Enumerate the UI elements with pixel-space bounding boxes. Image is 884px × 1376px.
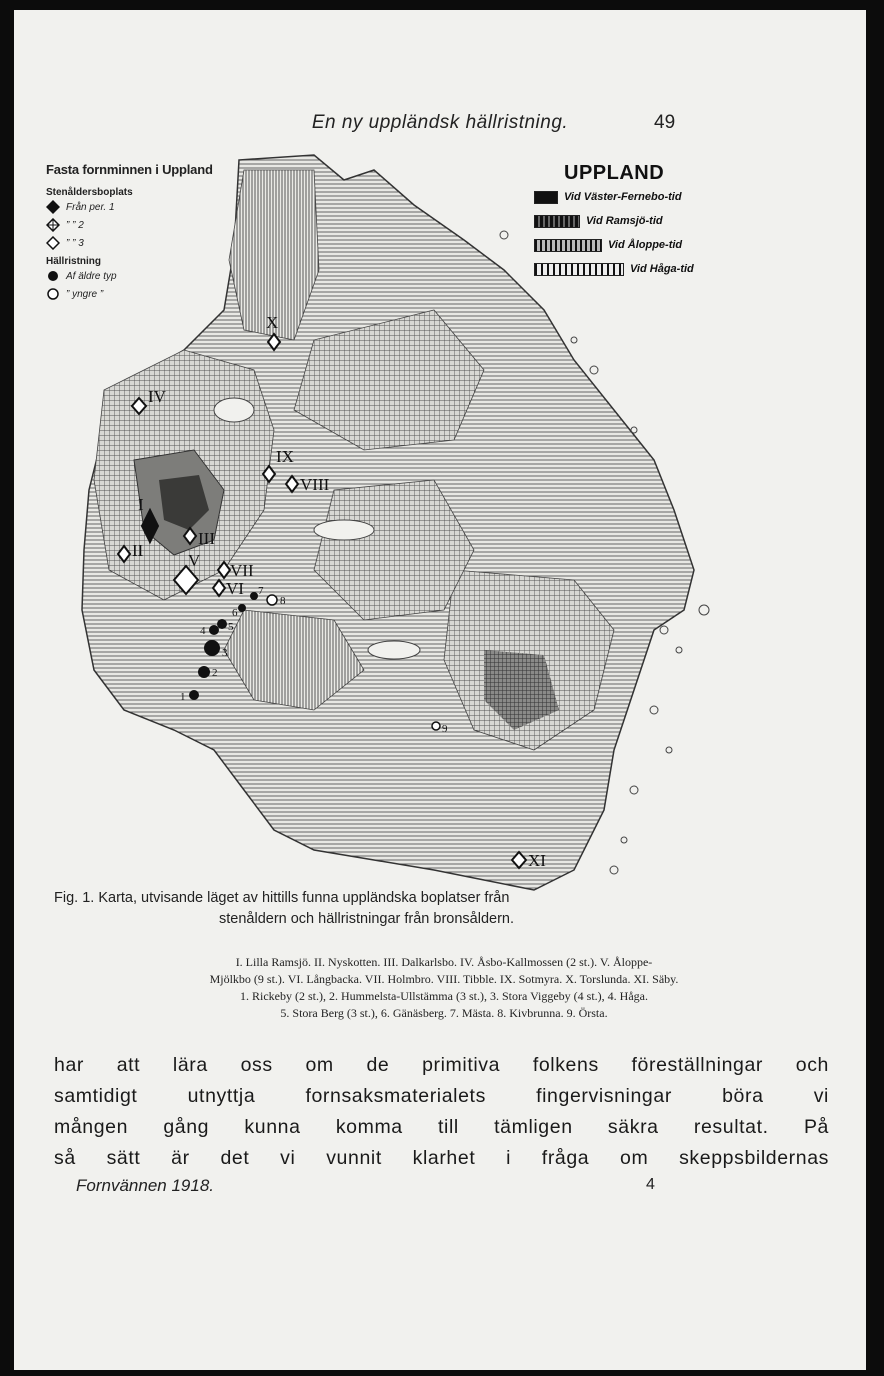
open-diamond-icon [46,236,60,250]
signature-mark: 4 [646,1176,655,1193]
period-row [534,209,694,233]
map-title: UPPLAND [564,162,665,184]
legend-row [46,216,213,234]
lake [214,398,254,422]
carving-label-3: 3 [222,647,228,659]
period-swatch [534,191,558,204]
legend-label: Från per. 1 [66,201,115,213]
body-line: så sätt är det vi vunnit klarhet i fråga om skeppsbildernas [54,1147,829,1169]
carving-label-7: 7 [258,585,264,597]
period-row [534,233,694,257]
site-label-IX: IX [276,447,294,466]
figure-caption [54,888,834,930]
period-label: Vid Väster-Fernebo-tid [564,191,682,203]
legend-label: Af äldre typ [66,270,117,282]
body-line: mången gång kunna komma till tämligen säkra resultat. På [54,1116,829,1138]
carving-label-1: 1 [180,691,186,703]
period-row [534,257,694,281]
period-label: Vid Håga-tid [630,263,694,275]
site-label-IV: IV [148,387,166,406]
period-label: Vid Åloppe-tid [608,239,683,251]
lake [368,641,420,659]
carving-marker-1 [189,690,199,700]
site-label-VI: VI [226,579,244,598]
carving-label-2: 2 [212,667,218,679]
filled-diamond-icon [46,200,60,214]
carving-marker-3 [204,640,220,656]
period-swatch [534,215,580,228]
site-label-I: I [138,495,144,514]
caption-line-1 [54,888,834,909]
period-swatch [534,239,602,252]
book-page [14,10,866,1370]
journal-footer: Fornvännen 1918. [76,1176,214,1195]
legend-row [46,285,213,303]
running-title: En ny uppländsk hällristning. [311,112,569,133]
site-list-line: 1. Rickeby (2 st.), 2. Hummelsta-Ullstämma (3 st.), 3. Stora Viggeby (4 st.), 4. Håga. [240,989,648,1003]
carving-marker-9 [432,722,440,730]
site-label-VII: VII [230,561,254,580]
figure-label: Fig. 1. [54,890,95,906]
carving-marker-8 [267,595,277,605]
site-label-III: III [198,529,215,548]
legend-label: ” yngre ” [66,288,104,300]
carving-label-9: 9 [442,723,448,735]
carving-marker-7 [250,592,258,600]
site-list-line: Mjölkbo (9 st.). VI. Långbacka. VII. Holmbro. VIII. Tibble. IX. Sotmyra. X. Torslunda. XI. Säby. [209,972,679,986]
filled-circle-icon [46,269,60,283]
period-swatch [534,263,624,276]
legend-rock-heading: Hällristning [46,256,102,267]
carving-marker-2 [198,666,210,678]
carving-label-5: 5 [228,621,234,633]
crossed-diamond-icon [46,218,60,232]
legend-row [46,234,213,252]
carving-label-6: 6 [232,607,238,619]
legend-row [46,198,213,216]
body-paragraph [54,1050,829,1174]
carving-label-4: 4 [200,625,206,637]
carving-marker-5 [217,619,227,629]
open-circle-icon [46,287,60,301]
site-label-VIII: VIII [300,475,330,494]
carving-label-8: 8 [280,595,286,607]
legend-label: ” ” 2 [66,219,84,231]
site-label-II: II [132,541,144,560]
map-legend-periods [534,162,694,281]
lake [314,520,374,540]
site-label-V: V [188,551,201,570]
legend-label: ” ” 3 [66,237,84,249]
legend-row [46,267,213,285]
page-number: 49 [654,112,676,133]
legend-title: Fasta fornminnen i Uppland [46,162,213,177]
caption-text: Karta, utvisande läget av hittills funna uppländska boplatser från [98,890,510,906]
site-list [54,954,834,1022]
carving-marker-6 [238,604,246,612]
site-label-X: X [266,313,279,332]
legend-stone-heading: Stenåldersboplats [46,187,133,198]
carving-marker-4 [209,625,219,635]
site-list-line: I. Lilla Ramsjö. II. Nyskotten. III. Dalkarlsbo. IV. Åsbo-Kallmossen (2 st.). V. Åloppe- [235,955,653,969]
site-label-XI: XI [528,851,546,870]
body-line: har att lära oss om de primitiva folkens föreställningar och [54,1054,829,1076]
site-list-line: 5. Stora Berg (3 st.), 6. Gänäsberg. 7. Mästa. 8. Kivbrunna. 9. Örsta. [280,1006,608,1020]
period-row [534,185,694,209]
caption-line-2: stenåldern och hällristningar från bronsåldern. [219,911,515,927]
uppland-map [14,10,866,910]
period-label: Vid Ramsjö-tid [586,215,663,227]
map-legend-monuments [46,162,213,303]
body-line: samtidigt utnyttja fornsaksmaterialets fingervisningar böra vi [54,1085,829,1107]
